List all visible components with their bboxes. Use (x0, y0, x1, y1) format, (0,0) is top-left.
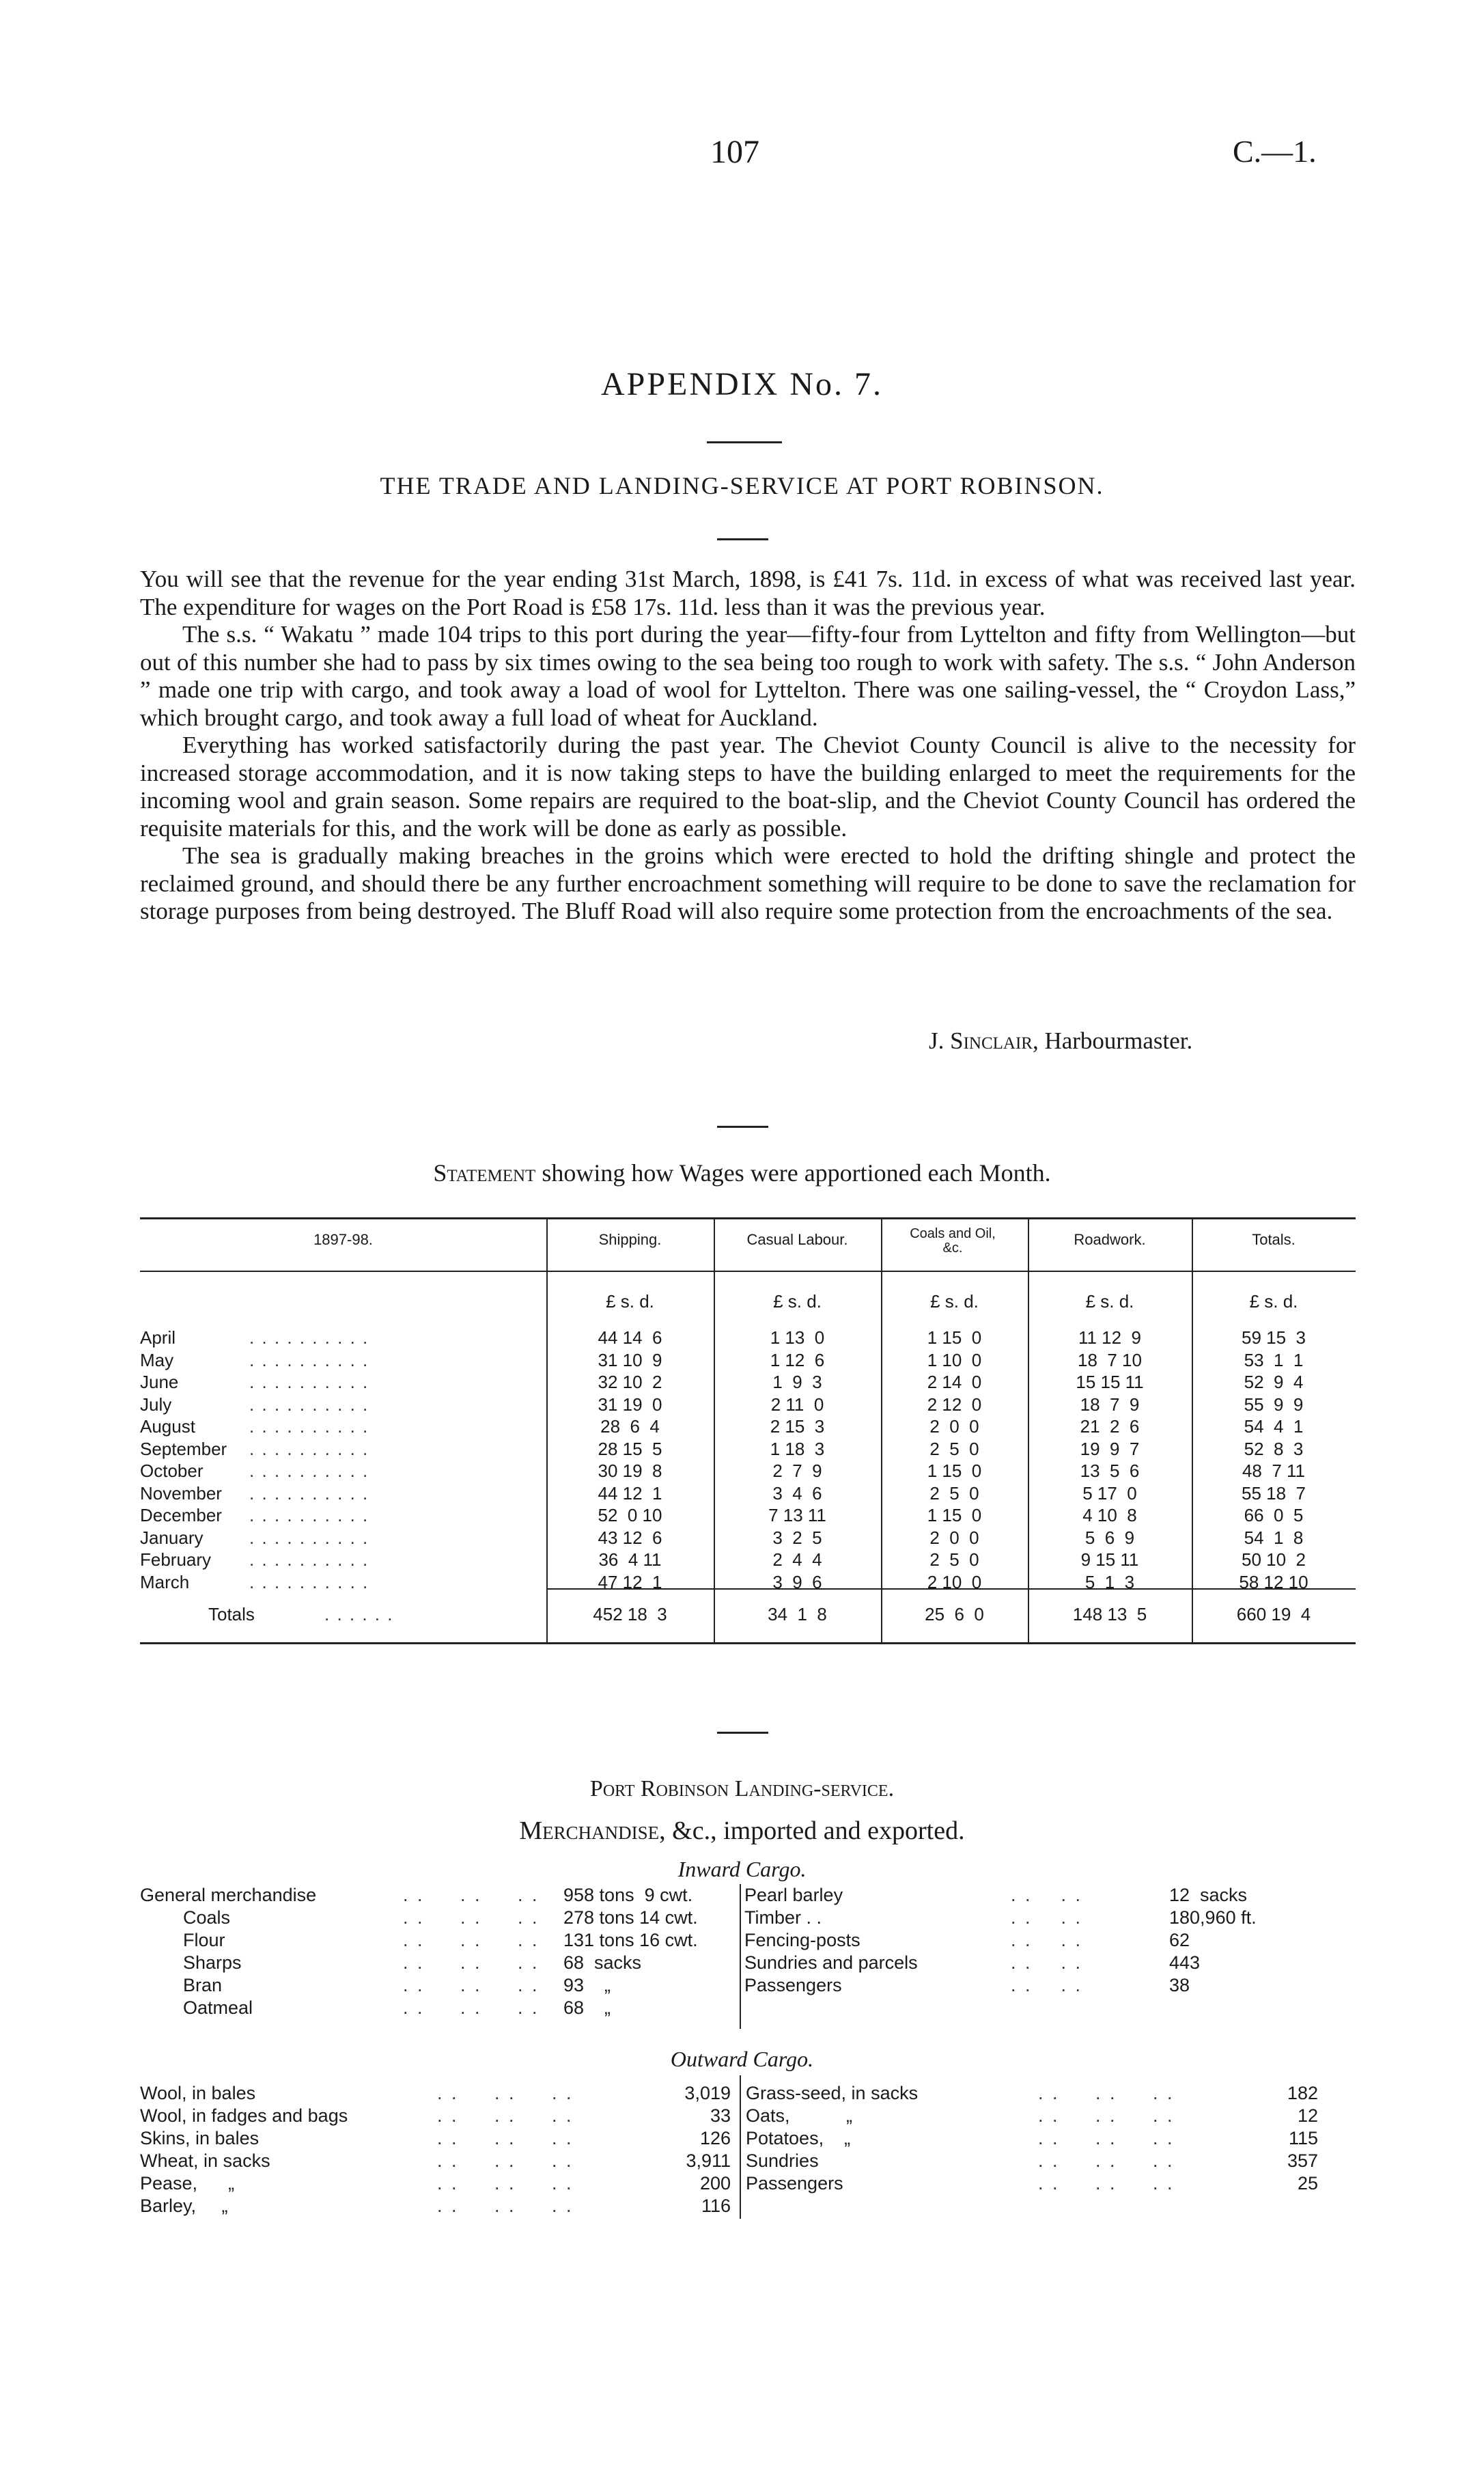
section-subtitle: THE TRADE AND LANDING-SERVICE AT PORT ROBINSON. (380, 472, 1104, 499)
leader-dots: . . . . . . (1038, 2083, 1175, 2103)
table-row (140, 1482, 1356, 1505)
total-roadwork: 148 13 5 (1072, 1604, 1147, 1624)
cell-shipping: 44 12 1 (598, 1482, 662, 1504)
cell-totals: 55 18 7 (1242, 1482, 1306, 1504)
cell-totals: 52 9 4 (1244, 1372, 1304, 1392)
cell-coals: 2 10 0 (927, 1571, 982, 1592)
totals-label: Totals (208, 1604, 255, 1624)
cell-coals: 2 0 0 (929, 1527, 979, 1548)
leader-dots: . . . . . . (403, 1885, 540, 1905)
cell-coals: 1 15 0 (927, 1327, 982, 1348)
leader-dots: . . . . . . (1038, 2173, 1175, 2194)
leader-dots: . . . . . . (437, 2083, 574, 2103)
leader-dots: . . . . . . (403, 1975, 540, 1995)
total-coals: 25 6 0 (925, 1604, 984, 1624)
cell-casual: 3 4 6 (772, 1482, 822, 1504)
statement-title (0, 1159, 1484, 1187)
table-row (140, 1504, 1356, 1527)
cell-coals: 2 12 0 (927, 1394, 982, 1415)
month-label: September (140, 1438, 227, 1459)
column-header-totals: Totals. (1252, 1231, 1296, 1248)
leader-dots: . . . . . . . . . . (249, 1416, 369, 1437)
cell-casual: 2 7 9 (772, 1461, 822, 1481)
cell-coals: 2 14 0 (927, 1372, 982, 1392)
leader-dots: . . . . . . . . . . (249, 1372, 369, 1392)
leader-dots: . . . . . . . . . . (249, 1505, 369, 1525)
cell-totals: 54 1 8 (1244, 1527, 1304, 1548)
table-row (140, 1527, 1356, 1549)
leader-dots: . . . . . . (437, 2150, 574, 2171)
cargo-value: 33 (710, 2105, 731, 2126)
signature-name: J. Sinclair, (929, 1027, 1039, 1054)
cargo-label: Flour (183, 1930, 225, 1950)
cargo-label: Sundries (746, 2150, 819, 2171)
leader-dots: . . . . . . (403, 1997, 540, 2018)
table-row (140, 1327, 1356, 1349)
unit-label: £ s. d. (930, 1291, 979, 1312)
signature (929, 1027, 1192, 1055)
statement-title-lead: Statement (433, 1159, 536, 1187)
cell-coals: 2 5 0 (929, 1549, 979, 1570)
cargo-label: Skins, in bales (140, 2128, 260, 2148)
subtitle-rest: &c., imported and exported. (672, 1816, 965, 1845)
cell-roadwork: 18 7 9 (1080, 1394, 1140, 1415)
cell-roadwork: 5 17 0 (1082, 1482, 1137, 1504)
cell-totals: 50 10 2 (1242, 1549, 1306, 1570)
cell-roadwork: 19 9 7 (1080, 1438, 1140, 1459)
cell-coals: 1 15 0 (927, 1461, 982, 1481)
column-header-coals: Coals and Oil, &c. (910, 1226, 996, 1256)
statement-title-rest: showing how Wages were apportioned each Month. (542, 1159, 1051, 1187)
month-label: November (140, 1482, 222, 1504)
cell-coals: 2 5 0 (929, 1482, 979, 1504)
cell-roadwork: 9 15 11 (1080, 1549, 1139, 1570)
cell-casual: 1 13 0 (770, 1327, 825, 1348)
month-label: March (140, 1571, 190, 1592)
cargo-value: 93 „ (563, 1975, 611, 1995)
signature-title: Harbourmaster. (1044, 1027, 1193, 1054)
cargo-value: 182 (1287, 2083, 1318, 2103)
cell-totals: 55 9 9 (1244, 1394, 1304, 1415)
unit-label: £ s. d. (606, 1291, 654, 1312)
column-separator (740, 2075, 741, 2219)
cargo-value: 357 (1287, 2150, 1318, 2171)
cargo-label: Pease, „ (140, 2173, 235, 2194)
cell-shipping: 36 4 11 (598, 1549, 662, 1570)
cell-totals: 53 1 1 (1244, 1349, 1304, 1370)
leader-dots: . . . . . . . . . . (249, 1394, 369, 1415)
cell-totals: 59 15 3 (1242, 1327, 1306, 1348)
cell-shipping: 32 10 2 (598, 1372, 662, 1392)
leader-dots: . . . . . . (1038, 2105, 1175, 2126)
cell-casual: 3 9 6 (772, 1571, 822, 1592)
cell-casual: 1 9 3 (772, 1372, 822, 1392)
total-shipping: 452 18 3 (593, 1604, 667, 1624)
month-label: February (140, 1549, 212, 1570)
report-body (140, 566, 1356, 926)
table-row (140, 1549, 1356, 1571)
cargo-value: 180,960 ft. (1169, 1907, 1257, 1928)
cargo-value: 62 (1169, 1930, 1190, 1950)
cell-coals: 2 0 0 (929, 1416, 979, 1437)
outward-cargo-title: Outward Cargo. (670, 2047, 814, 2071)
leader-dots: . . . . . . (437, 2128, 574, 2148)
cargo-value: 3,019 (684, 2083, 731, 2103)
cell-roadwork: 21 2 6 (1080, 1416, 1140, 1437)
cargo-label: Passengers (746, 2173, 843, 2194)
leader-dots: . . . . . . . . . . (249, 1438, 369, 1459)
cargo-value: 958 tons 9 cwt. (563, 1885, 693, 1905)
cargo-label: Bran (183, 1975, 223, 1995)
cell-coals: 1 10 0 (927, 1349, 982, 1370)
cargo-value: 278 tons 14 cwt. (563, 1907, 698, 1928)
cell-shipping: 44 14 6 (598, 1327, 662, 1348)
leader-dots: . . . . . . (1038, 2128, 1175, 2148)
cell-shipping: 31 19 0 (598, 1394, 662, 1415)
landing-service-subtitle (0, 1816, 1484, 1846)
column-separator (740, 1884, 741, 2029)
cargo-label: Oatmeal (183, 1997, 253, 2018)
cargo-value: 116 (701, 2196, 731, 2216)
total-casual-labour: 34 1 8 (768, 1604, 827, 1624)
leader-dots: . . . . (1011, 1885, 1083, 1905)
cell-casual: 1 12 6 (770, 1349, 825, 1370)
cargo-value: 12 sacks (1169, 1885, 1248, 1905)
paragraph-shipping: The s.s. “ Wakatu ” made 104 trips to this port during the year—fifty-four from Lyttelton and fifty from Wellington—but out of this number she had to pass by six times owing to the sea being too rough to work with safety. The s.s. “ John Anderson ” made one trip with cargo, and took away a load of wool for Lyttelton. There was one sailing-vessel, the “ Croydon Lass,” which brought cargo, and took away a full load of wheat for Auckland. (140, 621, 1356, 731)
month-label: April (140, 1327, 176, 1348)
cell-coals: 2 5 0 (929, 1438, 979, 1459)
table-row (140, 1460, 1356, 1482)
leader-dots: . . . . . . (403, 1930, 540, 1950)
cell-coals: 1 15 0 (927, 1505, 982, 1525)
unit-label: £ s. d. (1249, 1291, 1298, 1312)
column-header-shipping: Shipping. (598, 1231, 662, 1248)
unit-label: £ s. d. (773, 1291, 822, 1312)
leader-dots: . . . . . . (437, 2105, 574, 2126)
leader-dots: . . . . . . (324, 1604, 394, 1624)
total-totals: 660 19 4 (1236, 1604, 1311, 1624)
cargo-value: 3,911 (686, 2150, 731, 2171)
leader-dots: . . . . . . (403, 1907, 540, 1928)
cargo-value: 12 (1297, 2105, 1318, 2126)
leader-dots: . . . . . . . . . . (249, 1482, 369, 1504)
cargo-value: 38 (1169, 1975, 1190, 1995)
paragraph-storage: Everything has worked satisfactorily during the past year. The Cheviot County Council is alive to the necessity for increased storage accommodation, and it is now taking steps to have the building enlarged to meet the requirements for the incoming wool and grain season. Some repairs are required to the boat-slip, and the Cheviot County Council has ordered the requisite materials for this, and the work will be done as early as possible. (140, 732, 1356, 842)
cargo-value: 115 (1288, 2128, 1318, 2148)
cell-roadwork: 5 6 9 (1084, 1527, 1135, 1548)
month-label: May (140, 1349, 174, 1370)
column-header-year: 1897-98. (313, 1231, 373, 1248)
cell-roadwork: 13 5 6 (1080, 1461, 1140, 1481)
leader-dots: . . . . . . (403, 1952, 540, 1973)
table-row (140, 1394, 1356, 1416)
leader-dots: . . . . . . (437, 2196, 574, 2216)
landing-service-title: Port Robinson Landing-service. (589, 1776, 895, 1801)
cell-totals: 52 8 3 (1244, 1438, 1304, 1459)
cargo-label: Coals (183, 1907, 231, 1928)
month-label: July (140, 1394, 172, 1415)
leader-dots: . . . . . . . . . . (249, 1549, 369, 1570)
cell-totals: 54 4 1 (1244, 1416, 1304, 1437)
cell-casual: 2 15 3 (770, 1416, 825, 1437)
unit-label: £ s. d. (1085, 1291, 1134, 1312)
table-row (140, 1571, 1356, 1594)
month-label: August (140, 1416, 195, 1437)
cargo-label: Wool, in bales (140, 2083, 256, 2103)
leader-dots: . . . . (1011, 1952, 1083, 1973)
cell-shipping: 47 12 1 (598, 1571, 662, 1592)
cargo-label: Timber . . (744, 1907, 822, 1928)
cargo-label: Potatoes, „ (746, 2128, 851, 2148)
leader-dots: . . . . . . . . . . (249, 1571, 369, 1592)
subtitle-lead: Merchandise, (519, 1816, 666, 1845)
cell-casual: 7 13 11 (768, 1505, 826, 1525)
cell-roadwork: 4 10 8 (1082, 1505, 1137, 1525)
cell-casual: 1 18 3 (770, 1438, 825, 1459)
cell-roadwork: 11 12 9 (1078, 1327, 1142, 1348)
cargo-value: 443 (1169, 1952, 1201, 1973)
leader-dots: . . . . . . (1038, 2150, 1175, 2171)
cell-shipping: 30 19 8 (598, 1461, 662, 1481)
month-label: December (140, 1505, 222, 1525)
document-reference: C.—1. (1233, 134, 1317, 169)
cargo-value: 126 (699, 2128, 731, 2148)
divider (717, 1126, 768, 1128)
table-row (140, 1371, 1356, 1394)
table-row (140, 1415, 1356, 1438)
totals-row (140, 1603, 1356, 1626)
cargo-label: Oats, „ (746, 2105, 853, 2126)
paragraph-sea-breaches: The sea is gradually making breaches in the groins which were erected to hold the drifting shingle and protect the reclaimed ground, and should there be any further encroachment something will require to be done to save the reclamation for storage purposes from being destroyed. The Bluff Road will also require some protection from the encroachments of the sea. (140, 842, 1356, 924)
leader-dots: . . . . (1011, 1930, 1083, 1950)
cell-shipping: 31 10 9 (598, 1349, 662, 1370)
cargo-label: Barley, „ (140, 2196, 228, 2216)
cargo-label: Sundries and parcels (744, 1952, 918, 1973)
divider (707, 441, 782, 443)
cargo-value: 68 sacks (563, 1952, 642, 1973)
cell-totals: 58 12 10 (1239, 1571, 1308, 1592)
page-number: 107 (710, 134, 759, 170)
paragraph-revenue: You will see that the revenue for the year ending 31st March, 1898, is £41 7s. 11d. in excess of what was received last year. The expenditure for wages on the Port Road is £58 17s. 11d. less than it was the previous year. (140, 566, 1356, 620)
month-label: June (140, 1372, 179, 1392)
cell-shipping: 28 6 4 (600, 1416, 660, 1437)
cargo-value: 25 (1297, 2173, 1318, 2194)
leader-dots: . . . . (1011, 1907, 1083, 1928)
cell-casual: 2 11 0 (770, 1394, 824, 1415)
month-label: January (140, 1527, 204, 1548)
cell-shipping: 52 0 10 (598, 1505, 662, 1525)
cell-totals: 48 7 11 (1242, 1461, 1306, 1481)
leader-dots: . . . . . . . . . . (249, 1527, 369, 1548)
wages-table (140, 1217, 1356, 1646)
cargo-value: 131 tons 16 cwt. (563, 1930, 698, 1950)
cell-totals: 66 0 5 (1244, 1505, 1304, 1525)
cell-roadwork: 5 1 3 (1084, 1571, 1135, 1592)
cargo-label: Passengers (744, 1975, 842, 1995)
divider (717, 1732, 768, 1734)
cell-roadwork: 18 7 10 (1078, 1349, 1142, 1370)
cell-casual: 3 2 5 (772, 1527, 822, 1548)
cargo-value: 68 „ (563, 1997, 611, 2018)
cargo-value: 200 (699, 2173, 731, 2194)
divider (717, 538, 768, 540)
appendix-title: APPENDIX No. 7. (600, 366, 883, 402)
cell-shipping: 43 12 6 (598, 1527, 662, 1548)
cargo-label: General merchandise (140, 1885, 317, 1905)
leader-dots: . . . . . . . . . . (249, 1349, 369, 1370)
cargo-label: Grass-seed, in sacks (746, 2083, 919, 2103)
month-label: October (140, 1461, 204, 1481)
cargo-label: Wool, in fadges and bags (140, 2105, 348, 2126)
cargo-label: Sharps (183, 1952, 242, 1973)
cargo-label: Pearl barley (744, 1885, 843, 1905)
leader-dots: . . . . . . . . . . (249, 1461, 369, 1481)
column-header-roadwork: Roadwork. (1074, 1231, 1146, 1248)
cargo-label: Wheat, in sacks (140, 2150, 270, 2171)
cell-roadwork: 15 15 11 (1076, 1372, 1144, 1392)
column-header-casual-labour: Casual Labour. (746, 1231, 848, 1248)
cargo-label: Fencing-posts (744, 1930, 860, 1950)
table-row (140, 1349, 1356, 1372)
leader-dots: . . . . . . . . . . (249, 1327, 369, 1348)
leader-dots: . . . . . . (437, 2173, 574, 2194)
cell-casual: 2 4 4 (772, 1549, 822, 1570)
leader-dots: . . . . (1011, 1975, 1083, 1995)
inward-cargo-title: Inward Cargo. (677, 1857, 807, 1881)
cell-shipping: 28 15 5 (598, 1438, 662, 1459)
table-row (140, 1438, 1356, 1461)
